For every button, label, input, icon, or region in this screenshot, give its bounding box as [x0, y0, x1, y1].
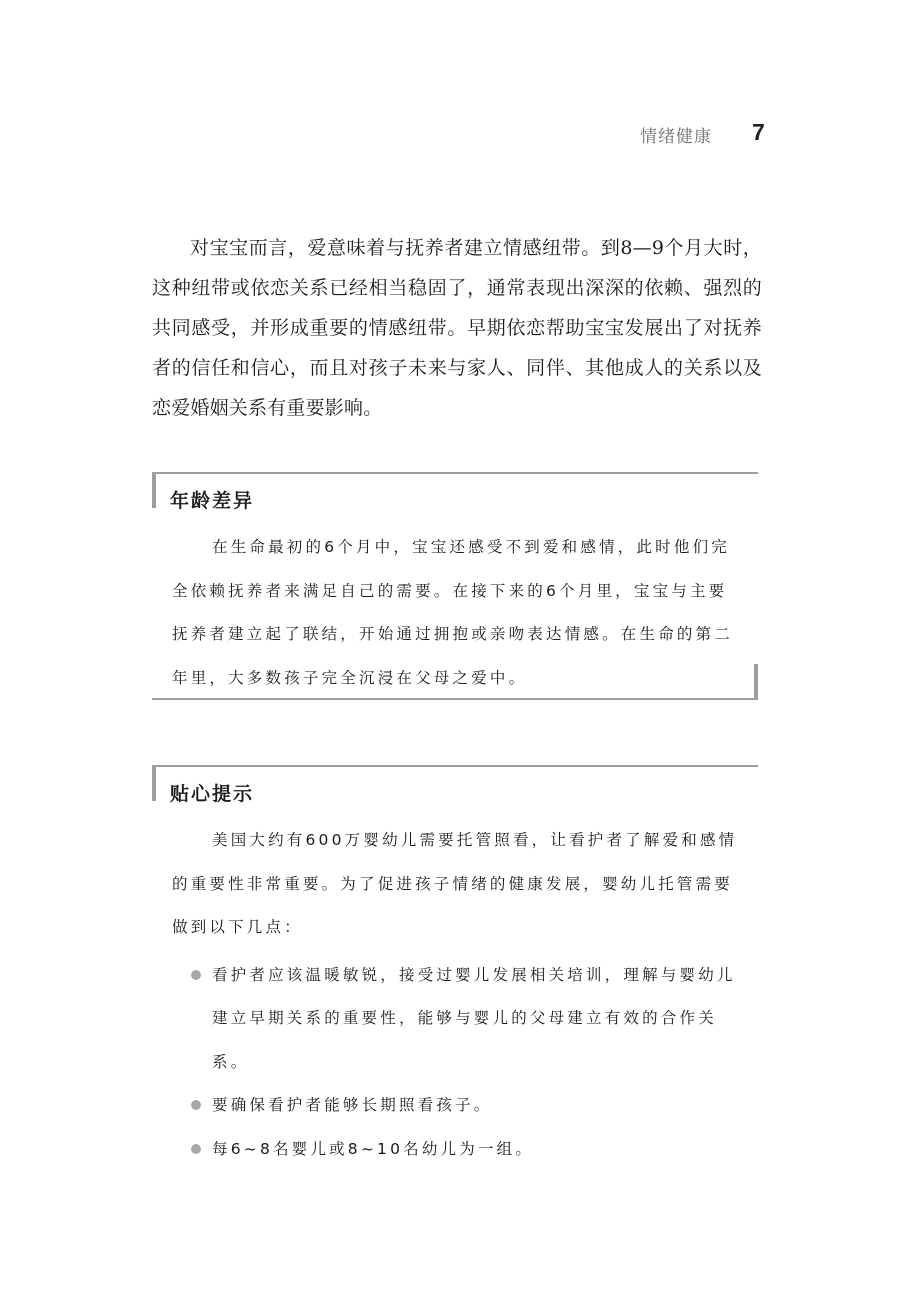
- tips-box-title: 贴心提示: [170, 783, 255, 805]
- running-head-title: 情绪健康: [640, 127, 712, 147]
- tips-box: [152, 765, 758, 1165]
- bullet-icon: [191, 1144, 201, 1154]
- box-left-bar: [152, 765, 156, 801]
- box-bottom-rule: [152, 698, 758, 700]
- list-item-text: 看护者应该温暖敏锐，接受过婴儿发展相关培训，理解与婴幼儿建立早期关系的重要性，能够与婴儿的父母建立有效的合作关系。: [212, 965, 736, 1071]
- list-item-text: 要确保看护者能够长期照看孩子。: [212, 1096, 493, 1114]
- age-box-paragraph: 在生命最初的6个月中，宝宝还感受不到爱和感情，此时他们完全依赖抚养者来满足自己的需要。在接下来的6个月里，宝宝与主要抚养者建立起了联结，开始通过拥抱或亲吻表达情感。在生命的第二年里，大多数孩子完全沉浸在父母之爱中。: [172, 538, 734, 687]
- list-item-text: 每6~8名婴儿或8~10名幼儿为一组。: [212, 1139, 535, 1158]
- intro-section: [152, 228, 762, 428]
- box-top-rule: [152, 765, 758, 767]
- box-right-bar: [754, 664, 758, 700]
- intro-paragraph: 对宝宝而言，爱意味着与抚养者建立情感纽带。到8—9个月大时，这种纽带或依恋关系已经相当稳固了，通常表现出深深的依赖、强烈的共同感受，并形成重要的情感纽带。早期依恋帮助宝宝发展出了对抚养者的信任和信心，而且对孩子未来与家人、同伴、其他成人的关系以及恋爱婚姻关系有重要影响。: [152, 237, 762, 419]
- box-top-rule: [152, 472, 758, 474]
- box-left-bar: [152, 472, 156, 508]
- bullet-icon: [191, 970, 201, 980]
- age-differences-box: [152, 472, 758, 700]
- tips-list: [172, 954, 742, 1172]
- list-item: [212, 1084, 742, 1128]
- tips-box-paragraph: 美国大约有600万婴幼儿需要托管照看，让看护者了解爱和感情的重要性非常重要。为了促进孩子情绪的健康发展，婴幼儿托管需要做到以下几点：: [172, 831, 738, 936]
- page-number: 7: [752, 119, 765, 145]
- list-item: [212, 954, 742, 1085]
- bullet-icon: [191, 1100, 201, 1110]
- list-item: [212, 1128, 742, 1172]
- age-box-title: 年龄差异: [170, 490, 255, 512]
